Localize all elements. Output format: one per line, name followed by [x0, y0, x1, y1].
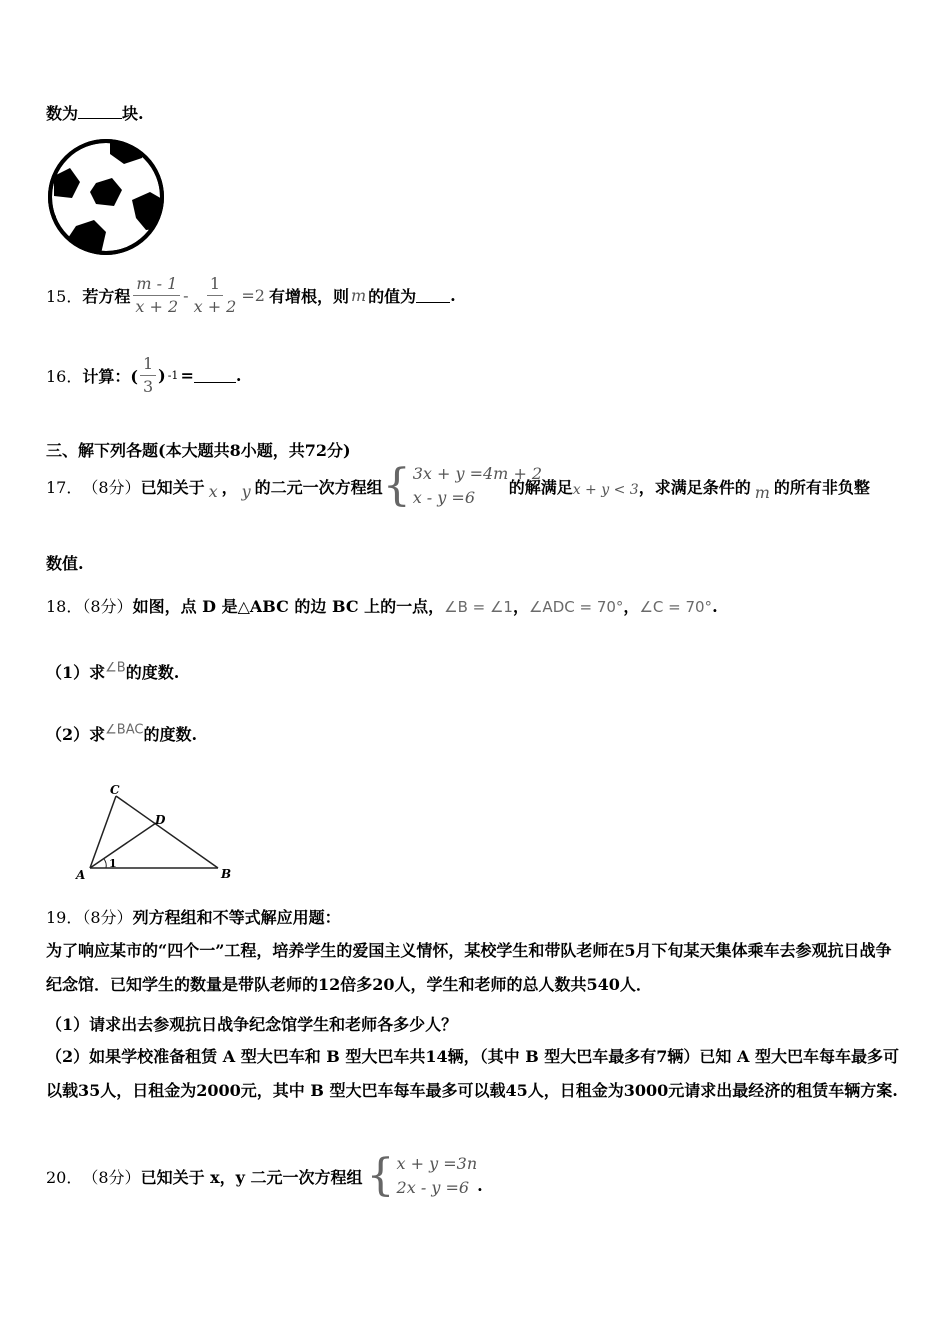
question-20: 20． （8分） 已知关于 x，y 二元一次方程组 { x + y =3n 2x - y =6 .	[46, 1150, 483, 1201]
label-d: D	[155, 813, 166, 827]
q19-sub1: （1）请求出去参观抗日战争纪念馆学生和老师各多少人？	[46, 1015, 458, 1034]
q19-paragraph: 为了响应某市的“四个一”工程，培养学生的爱国主义情怀，某校学生和带队老师在5月下旬某天集体乘车去参观抗日战争纪念馆．已知学生的数量是带队老师的12倍多20人，学生和老师的总人数共540人．	[46, 941, 892, 994]
score: （8分）	[82, 908, 133, 927]
answer-blank	[78, 104, 122, 119]
question-number: 16．	[46, 367, 83, 386]
question-number: 20．	[46, 1167, 83, 1187]
q19-sub2: （2）如果学校准备租赁 A 型大巴车和 B 型大巴车共14辆，（其中 B 型大巴车最多有7辆）已知 A 型大巴车每车最多可以载35人，日租金为2000元，其中 B 型大巴车每车最多可以载45人，日租金为3000元请求出最经济的租赁车辆方案.	[46, 1047, 899, 1100]
label-c: C	[110, 783, 120, 797]
question-19: 19．（8分）列方程组和不等式解应用题：	[46, 908, 341, 927]
answer-blank	[416, 288, 450, 303]
question-number: 18．	[46, 597, 83, 616]
label-b: B	[221, 867, 232, 881]
q14-suffix: 块.	[122, 104, 144, 123]
question-number: 15．	[46, 287, 83, 306]
soccer-ball-image	[46, 138, 166, 256]
fraction: $\frac{1}{3}$	[140, 354, 156, 397]
q14-prefix: 数为	[46, 104, 79, 123]
question-number: 19．	[46, 908, 83, 927]
answer-blank	[194, 368, 236, 383]
score: （8分）	[82, 597, 133, 616]
question-number: 17．	[46, 477, 83, 497]
equation-system: { 3x + y =4m + 2 x - y =6	[382, 460, 543, 511]
triangle-figure	[68, 778, 240, 886]
fraction: $\frac{m - 1}{x + 2}$	[132, 274, 181, 317]
q15-prefix: 若方程	[82, 287, 131, 306]
question-18: 18．（8分）如图，点 D 是△ABC 的边 BC 上的一点，∠B = ∠1，∠ADC = 70°，∠C = 70°.	[46, 597, 718, 616]
question-15: 15． 若方程 $\frac{m - 1}{x + 2}$ - $\frac{1}{x + 2}$ =2 有增根，则 m 的值为 .	[46, 274, 456, 316]
equation-system: { x + y =3n 2x - y =6	[366, 1150, 478, 1201]
question-17: 17． （8分） 已知关于 x ， y 的二元一次方程组 { 3x + y =4m + 2 x - y =6 的解满足 x + y < 3 ，求满足条件的 m 的所有非负整	[46, 460, 870, 511]
score: （8分）	[82, 1167, 141, 1187]
label-a: A	[76, 868, 86, 882]
label-angle-1: 1	[109, 857, 117, 870]
fraction: $\frac{1}{x + 2}$	[193, 274, 237, 316]
q18-sub2: （2）求$^{\angle BAC}$的度数.	[46, 722, 198, 744]
q14-tail	[46, 101, 144, 124]
score: （8分）	[82, 477, 141, 497]
question-16: 16． 计算：( $\frac{1}{3}$ ) -1 = .	[46, 354, 242, 396]
section-title: 三、解下列各题(本大题共8小题，共72分)	[46, 441, 351, 460]
q18-sub1: （1）求$^{\angle B}$的度数.	[46, 660, 180, 682]
q17-line2: 数值.	[46, 554, 84, 573]
